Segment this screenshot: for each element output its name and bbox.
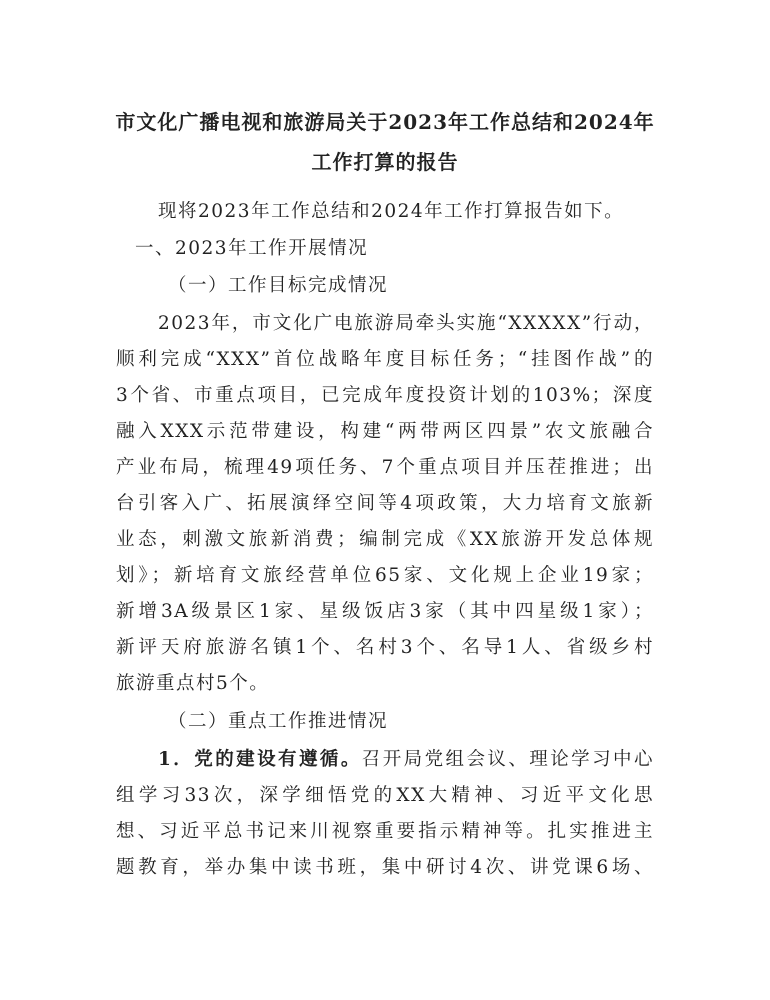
paragraph-line: 业态，刺激文旅新消费；编制完成《XX旅游开发总体规 [116, 529, 654, 550]
intro-paragraph: 现将2023年工作总结和2024年工作打算报告如下。 [158, 201, 625, 222]
paragraph-line: 题教育，举办集中读书班，集中研讨4次、讲党课6场、 [116, 857, 654, 878]
section-heading: 一、2023年工作开展情况 [135, 238, 369, 259]
paragraph-line: 融入XXX示范带建设，构建“两带两区四景”农文旅融合 [116, 421, 654, 442]
subsection-heading-2: （二）重点工作推进情况 [168, 711, 389, 732]
paragraph-line: 产业布局，梳理49项任务、7个重点项目并压茬推进；出 [116, 457, 654, 478]
item-1-bold-heading: 1．党的建设有遵循。 [158, 749, 362, 770]
paragraph-line: 新评天府旅游名镇1个、名村3个、名导1人、省级乡村 [116, 637, 654, 658]
item-1-first-line [158, 748, 654, 772]
paragraph-line: 2023年，市文化广电旅游局牵头实施“XXXXX”行动， [158, 313, 654, 334]
paragraph-line: 顺利完成“XXX”首位战略年度目标任务；“挂图作战”的 [116, 349, 654, 370]
item-1-first-line-text: 召开局党组会议、理论学习中心 [361, 749, 654, 770]
paragraph-line: 划》；新培育文旅经营单位65家、文化规上企业19家； [116, 565, 654, 586]
paragraph-line: 想、习近平总书记来川视察重要指示精神等。扎实推进主 [116, 821, 654, 842]
subsection-heading-1: （一）工作目标完成情况 [168, 275, 389, 296]
paragraph-line: 3个省、市重点项目，已完成年度投资计划的103%；深度 [116, 385, 654, 406]
paragraph-line: 台引客入广、拓展演绎空间等4项政策，大力培育文旅新 [116, 493, 654, 514]
paragraph-line: 新增3A级景区1家、星级饭店3家（其中四星级1家）； [116, 601, 654, 622]
paragraph-line: 组学习33次，深学细悟党的XX大精神、习近平文化思 [116, 785, 654, 806]
document-title-line-1: 市文化广播电视和旅游局关于2023年工作总结和2024年 [115, 110, 655, 134]
document-title-line-2: 工作打算的报告 [311, 150, 459, 174]
paragraph-line: 旅游重点村5个。 [116, 673, 270, 694]
